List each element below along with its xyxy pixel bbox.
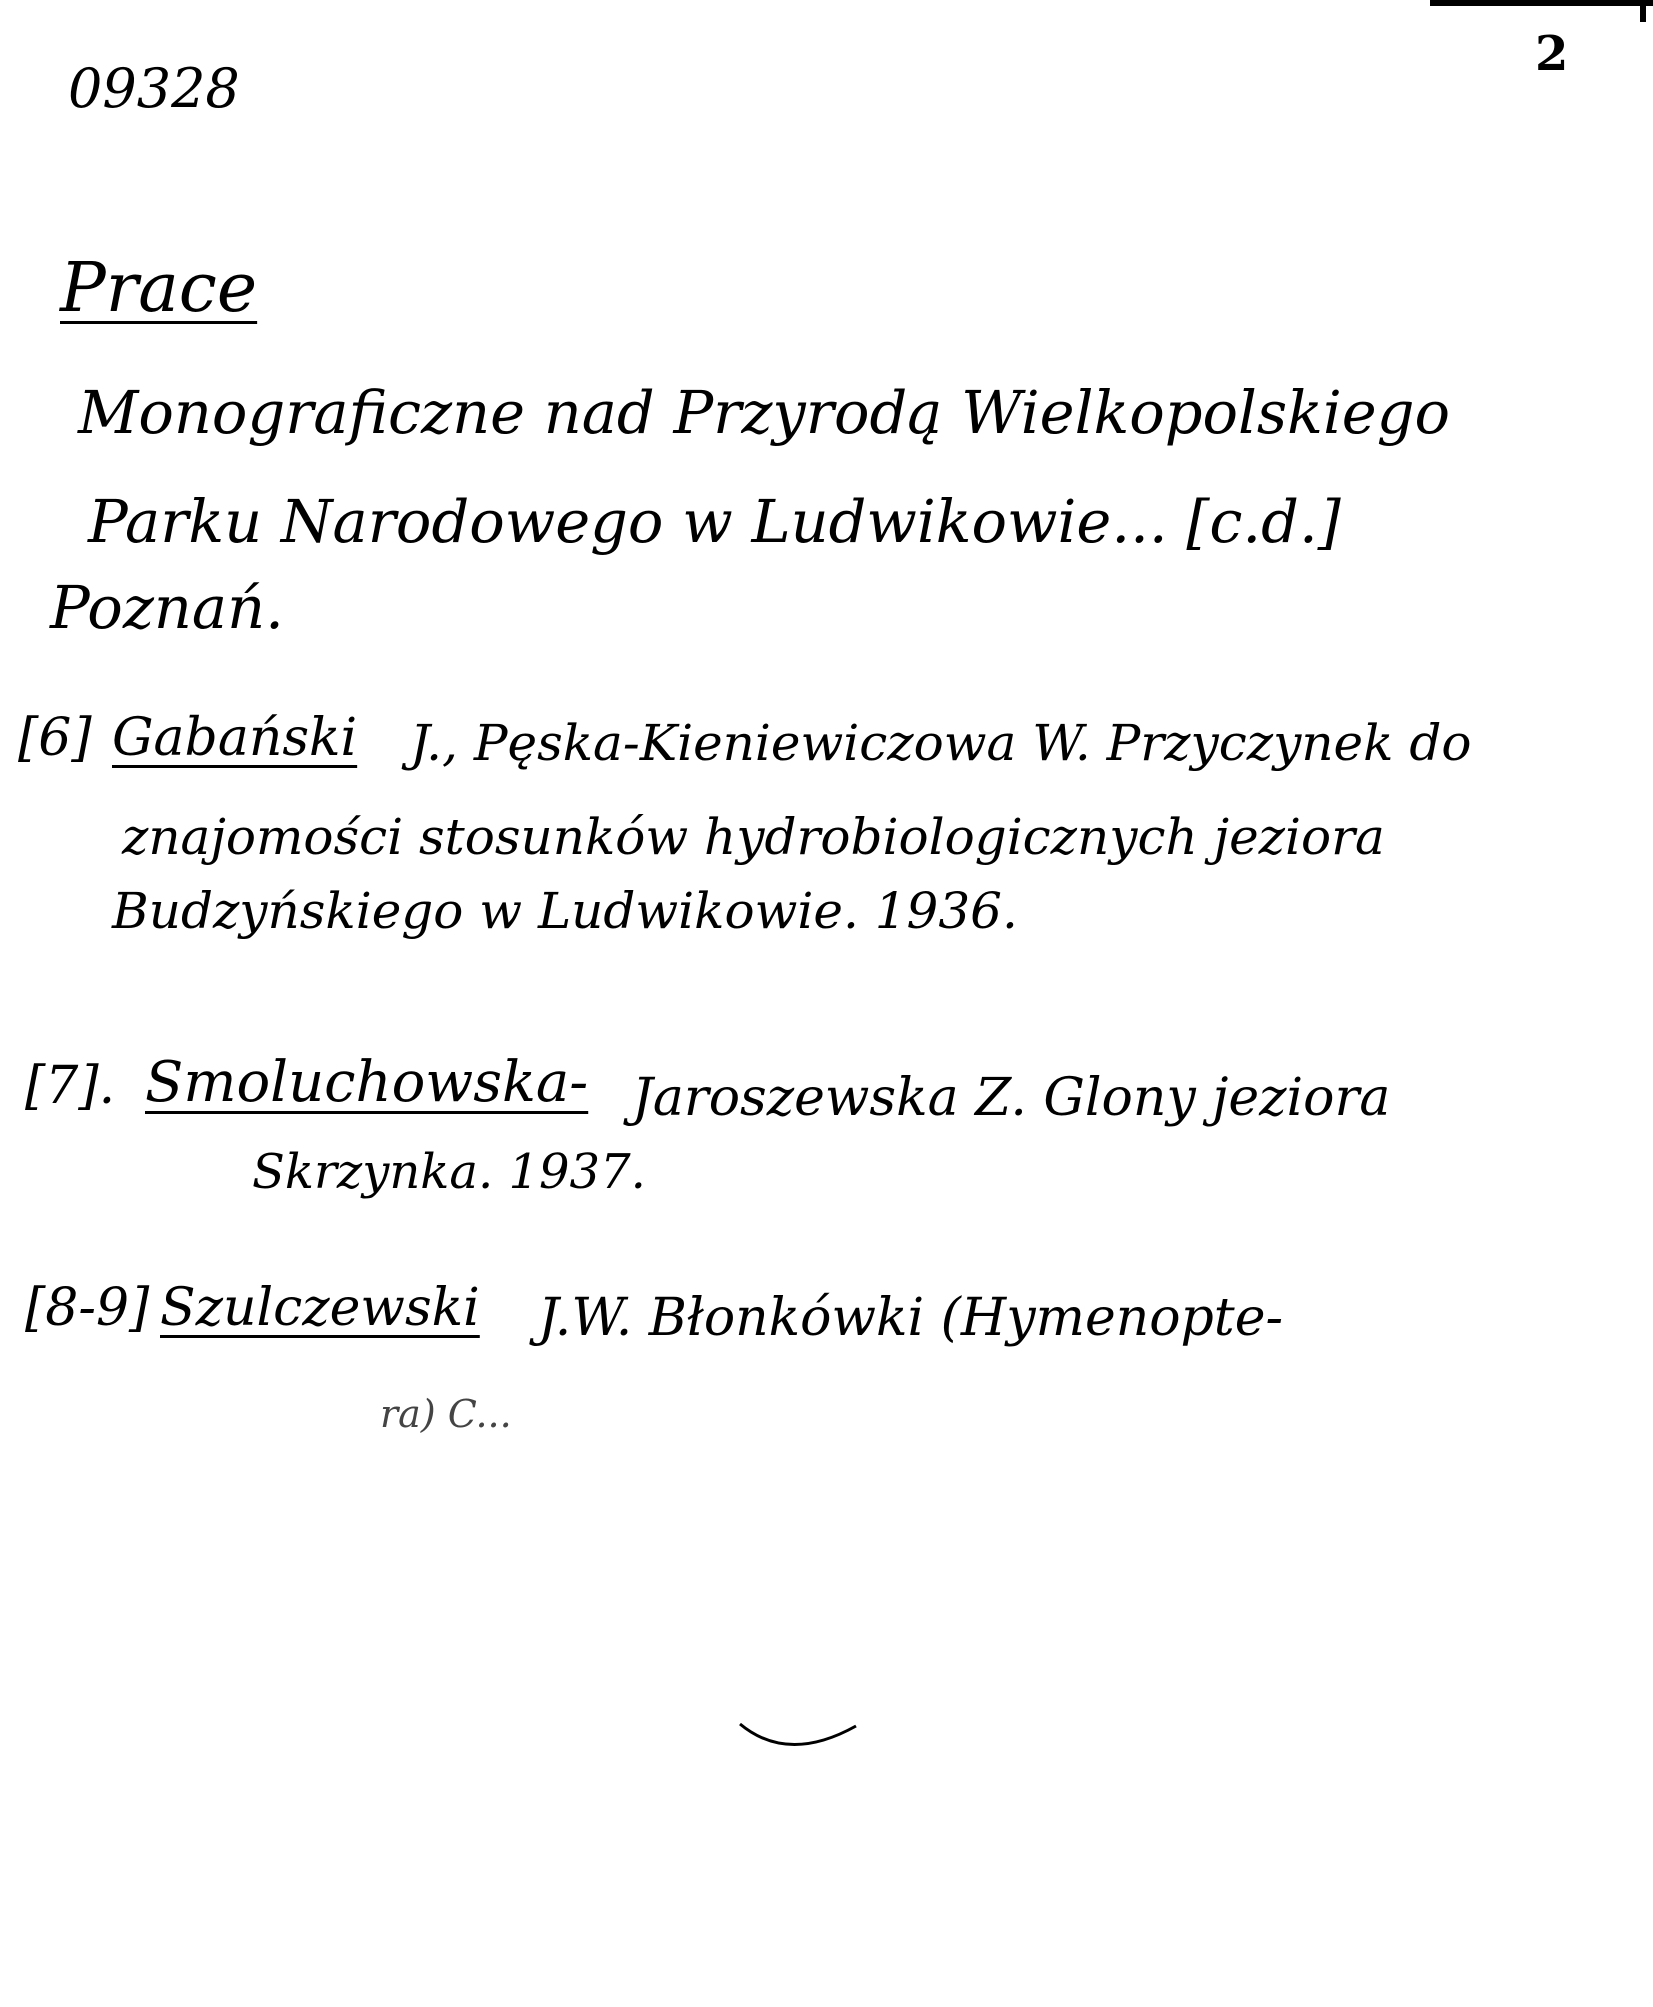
entry-number: [8-9] xyxy=(25,1278,150,1338)
entry-text-line: J.W. Błonkówki (Hymenopte- xyxy=(538,1288,1284,1348)
corner-border-tick xyxy=(1640,0,1646,22)
entry-text-line: Budzyńskiego w Ludwikowie. 1936. xyxy=(112,882,1018,940)
title-place: Poznań. xyxy=(50,573,284,642)
title-heading: Prace xyxy=(60,249,258,328)
entry-author: Smoluchowska- xyxy=(145,1050,589,1115)
entry-text-line: Skrzynka. 1937. xyxy=(252,1144,646,1200)
hand-drawn-arc xyxy=(738,1720,858,1760)
entry-text-line: ra) C... xyxy=(380,1392,512,1436)
corner-border-line xyxy=(1430,0,1653,6)
entry-author: Szulczewski xyxy=(160,1278,480,1338)
page-number: 2 xyxy=(1535,26,1569,82)
entry-text-line: Jaroszewska Z. Glony jeziora xyxy=(632,1068,1391,1128)
entry-text-line: znajomości stosunków hydrobiologicznych jeziora xyxy=(122,808,1385,866)
catalog-number: 09328 xyxy=(68,57,240,120)
entry-author: Gabański xyxy=(112,708,358,768)
title-line-2: Parku Narodowego w Ludwikowie... [c.d.] xyxy=(88,487,1341,556)
entry-number: [7]. xyxy=(25,1056,116,1116)
entry-number: [6] xyxy=(18,708,92,768)
title-line-1: Monograficzne nad Przyrodą Wielkopolskiego xyxy=(78,378,1450,447)
entry-text-line: J., Pęska-Kieniewiczowa W. Przyczynek do xyxy=(410,714,1472,772)
